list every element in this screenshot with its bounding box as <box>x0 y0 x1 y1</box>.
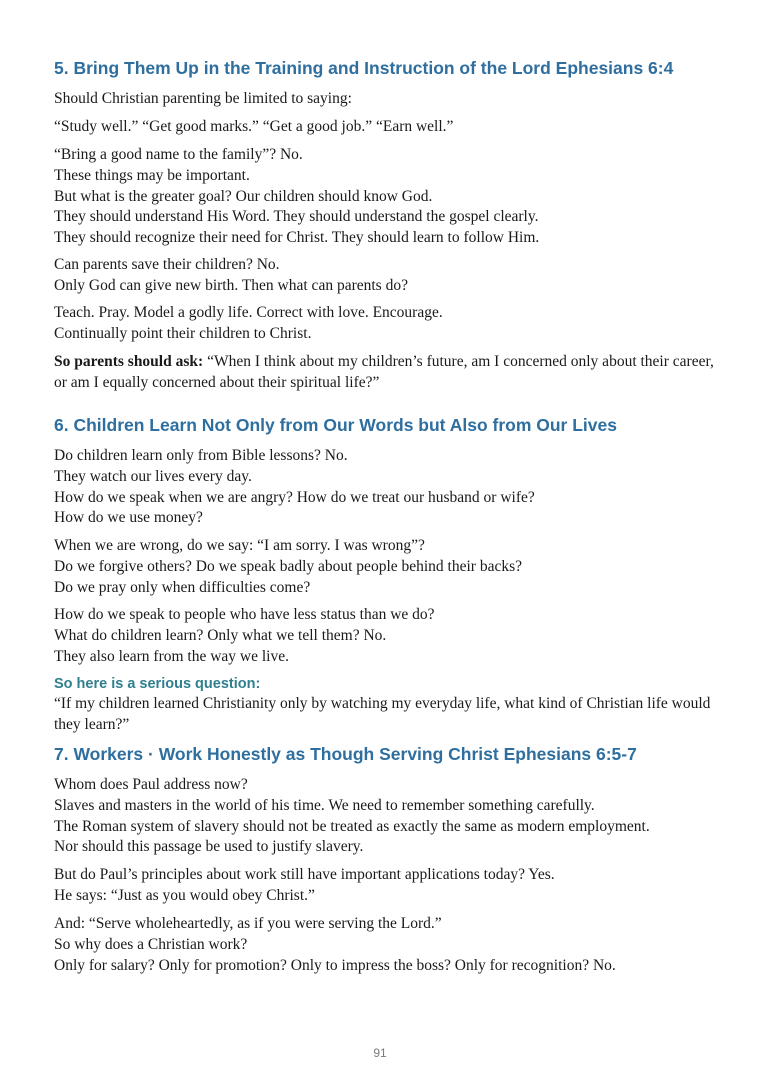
text-line: So why does a Christian work? <box>54 935 248 953</box>
text-line: But what is the greater goal? Our children should know God. <box>54 187 433 205</box>
text-line: Only God can give new birth. Then what can parents do? <box>54 276 408 294</box>
text-line: Only for salary? Only for promotion? Only to impress the boss? Only for recognition? No. <box>54 956 616 974</box>
question-text: “If my children learned Christianity only by watching my everyday life, what kind of Christian life would they learn?” <box>54 695 711 733</box>
paragraph <box>54 694 714 736</box>
text-line: “Study well.” “Get good marks.” “Get a good job.” “Earn well.” <box>54 118 454 135</box>
subheading: So here is a serious question: <box>54 676 261 692</box>
text-line: How do we speak to people who have less status than we do? <box>54 606 435 623</box>
text-line: They watch our lives every day. <box>54 467 252 485</box>
text-line: Nor should this passage be used to justify slavery. <box>54 838 364 856</box>
text-line: Can parents save their children? No. <box>54 256 280 273</box>
text-line: Do we pray only when difficulties come? <box>54 578 311 596</box>
text-line: Teach. Pray. Model a godly life. Correct with love. Encourage. <box>54 304 443 321</box>
paragraph <box>54 446 535 529</box>
text-line: Should Christian parenting be limited to saying: <box>54 90 352 107</box>
paragraph <box>54 775 650 858</box>
paragraph <box>54 145 539 249</box>
text-line: “Bring a good name to the family”? No. <box>54 146 303 163</box>
bold-lead: So parents should ask: <box>54 353 204 370</box>
text-line: When we are wrong, do we say: “I am sorry. I was wrong”? <box>54 537 425 554</box>
text-line: They should understand His Word. They should understand the gospel clearly. <box>54 208 539 226</box>
text-line: Do we forgive others? Do we speak badly about people behind their backs? <box>54 557 523 575</box>
question-text: “When I think about my children’s future, am I concerned only about their career, or am I equally concerned about their spiritual life?” <box>54 353 714 391</box>
text-line: How do we speak when we are angry? How do we treat our husband or wife? <box>54 488 535 506</box>
text-line: Slaves and masters in the world of his time. We need to remember something carefully. <box>54 796 595 814</box>
section-heading: 7. Workers · Work Honestly as Though Serving Christ Ephesians 6:5-7 <box>54 744 637 764</box>
paragraph <box>54 914 616 976</box>
text-line: They should recognize their need for Christ. They should learn to follow Him. <box>54 229 540 247</box>
page-number: 91 <box>373 1046 387 1060</box>
text-line: And: “Serve wholeheartedly, as if you were serving the Lord.” <box>54 915 442 932</box>
paragraph <box>54 117 453 138</box>
paragraph <box>54 865 555 907</box>
text-line: How do we use money? <box>54 509 203 527</box>
text-line: Whom does Paul address now? <box>54 776 248 793</box>
text-line: The Roman system of slavery should not be treated as exactly the same as modern employment. <box>54 817 650 835</box>
section-heading: 6. Children Learn Not Only from Our Words but Also from Our Lives <box>54 415 617 435</box>
text-line: But do Paul’s principles about work still have important applications today? Yes. <box>54 866 555 883</box>
section-heading: 5. Bring Them Up in the Training and Instruction of the Lord Ephesians 6:4 <box>54 58 674 78</box>
parents-question <box>54 352 724 394</box>
text-line: Continually point their children to Christ. <box>54 324 312 342</box>
paragraph <box>54 89 352 110</box>
paragraph <box>54 255 408 297</box>
text-line: These things may be important. <box>54 166 250 184</box>
paragraph <box>54 605 435 667</box>
text-line: They also learn from the way we live. <box>54 647 289 665</box>
paragraph <box>54 303 443 345</box>
text-line: He says: “Just as you would obey Christ.” <box>54 886 315 904</box>
paragraph <box>54 536 522 598</box>
text-line: What do children learn? Only what we tell them? No. <box>54 626 387 644</box>
text-line: Do children learn only from Bible lessons? No. <box>54 447 348 464</box>
